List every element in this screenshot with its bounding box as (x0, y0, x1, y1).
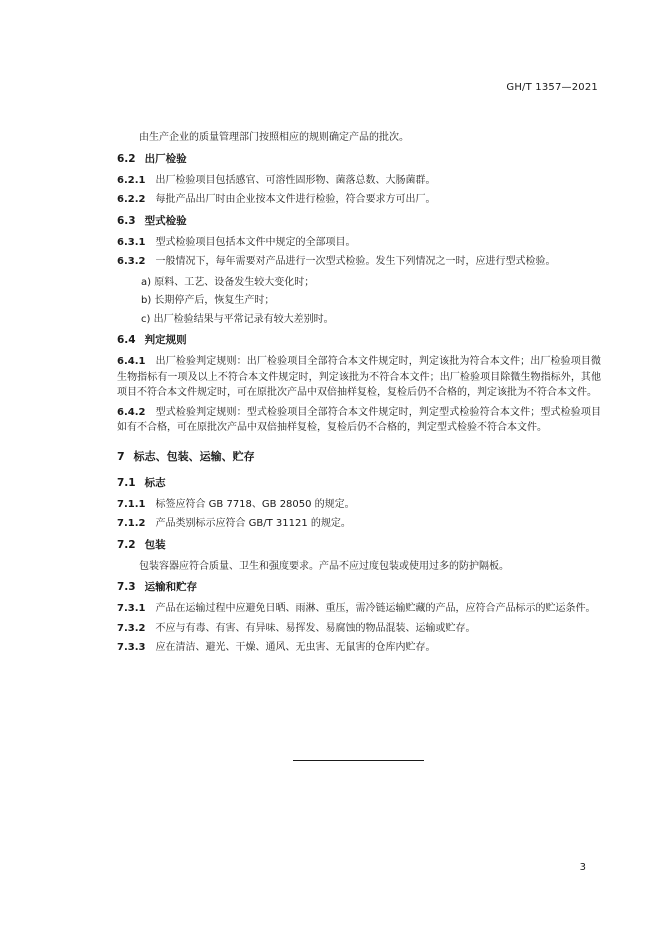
clause-text: 每批产品出厂时由企业按本文件进行检验，符合要求方可出厂。 (155, 194, 436, 205)
section-number: 7.1 (117, 476, 136, 489)
clause-number: 6.4.2 (117, 406, 146, 418)
section-title: 出厂检验 (144, 152, 187, 165)
section-title: 包装 (144, 538, 166, 551)
clause-7-1-1 (117, 497, 601, 513)
section-title: 型式检验 (144, 214, 187, 227)
section-title: 标志 (144, 476, 166, 489)
section-6-2-heading (117, 152, 601, 167)
clause-text: 产品类别标示应符合 GB/T 31121 的规定。 (155, 518, 351, 529)
clause-7-3-1 (117, 601, 601, 617)
section-number: 7.2 (117, 538, 136, 551)
condition-list (141, 275, 601, 328)
clause-number: 6.3.1 (117, 236, 146, 248)
clause-6-3-2 (117, 254, 601, 270)
clause-6-3-1 (117, 235, 601, 251)
document-body (117, 130, 601, 660)
section-6-4-heading (117, 333, 601, 348)
chapter-number: 7 (117, 449, 125, 463)
list-item: a) 原料、工艺、设备发生较大变化时； (141, 276, 315, 288)
clause-number: 7.3.3 (117, 642, 146, 653)
clause-6-4-2 (117, 405, 601, 436)
page-number: 3 (579, 862, 586, 873)
clause-7-3-2 (117, 621, 601, 637)
section-number: 7.3 (117, 581, 136, 593)
section-6-3-heading (117, 214, 601, 229)
clause-text: 型式检验项目包括本文件中规定的全部项目。 (155, 236, 356, 248)
section-7-1-heading (117, 476, 601, 491)
chapter-7-heading (117, 449, 601, 465)
section-7-3-heading (117, 580, 601, 595)
section-7-2-heading (117, 538, 601, 553)
section-number: 6.3 (117, 214, 136, 227)
clause-number: 7.3.2 (117, 622, 146, 634)
clause-number: 7.1.2 (117, 518, 146, 529)
packaging-paragraph: 包装容器应符合质量、卫生和强度要求。产品不应过度包装或使用过多的防护隔板。 (139, 560, 509, 572)
clause-text: 应在清洁、避光、干燥、通风、无虫害、无鼠害的仓库内贮存。 (155, 642, 436, 653)
chapter-title: 标志、包装、运输、贮存 (133, 449, 255, 463)
clause-number: 6.4.1 (117, 356, 146, 367)
clause-7-1-2 (117, 516, 601, 532)
clause-number: 6.2.1 (117, 174, 146, 186)
section-number: 6.2 (117, 152, 136, 165)
list-item: b) 长期停产后，恢复生产时； (141, 295, 275, 306)
clause-text: 标签应符合 GB 7718、GB 28050 的规定。 (155, 498, 355, 510)
clause-number: 7.3.1 (117, 603, 146, 614)
list-item: c) 出厂检验结果与平常记录有较大差别时。 (141, 313, 334, 325)
clause-7-3-3 (117, 640, 601, 656)
section-number: 6.4 (117, 334, 136, 346)
clause-text: 出厂检验判定规则：出厂检验项目全部符合本文件规定时，判定该批为符合本文件；出厂检验项目微生物指标有一项及以上不符合本文件规定时，判定该批为不符合本文件；出厂检验项目除微生物指标外，其他项目不符合本文件规定时，可在原批次产品中双倍抽样复检，复检后仍不合格的，判定该批为不符合本文件。 (117, 356, 601, 398)
clause-6-2-2 (117, 192, 601, 208)
section-title: 判定规则 (144, 334, 187, 346)
clause-text: 产品在运输过程中应避免日晒、雨淋、重压，需冷链运输贮藏的产品，应符合产品标示的贮运条件。 (155, 603, 596, 614)
clause-number: 6.2.2 (117, 194, 146, 205)
clause-text: 型式检验判定规则：型式检验项目全部符合本文件规定时，判定型式检验符合本文件；型式检验项目如有不合格，可在原批次产品中双倍抽样复检，复检后仍不合格的，判定型式检验不符合本文件。 (117, 406, 601, 433)
section-title: 运输和贮存 (144, 581, 198, 593)
end-of-document-rule (293, 760, 424, 761)
clause-text: 不应与有毒、有害、有异味、易挥发、易腐蚀的物品混装、运输或贮存。 (155, 622, 476, 634)
clause-text: 出厂检验项目包括感官、可溶性固形物、菌落总数、大肠菌群。 (155, 174, 436, 186)
clause-text: 一般情况下，每年需要对产品进行一次型式检验。发生下列情况之一时，应进行型式检验。 (155, 256, 556, 267)
intro-paragraph: 由生产企业的质量管理部门按照相应的规则确定产品的批次。 (139, 132, 409, 143)
standard-code: GH/T 1357—2021 (506, 82, 598, 93)
clause-number: 6.3.2 (117, 256, 146, 267)
clause-6-4-1 (117, 354, 601, 401)
clause-6-2-1 (117, 173, 601, 189)
clause-number: 7.1.1 (117, 498, 146, 510)
